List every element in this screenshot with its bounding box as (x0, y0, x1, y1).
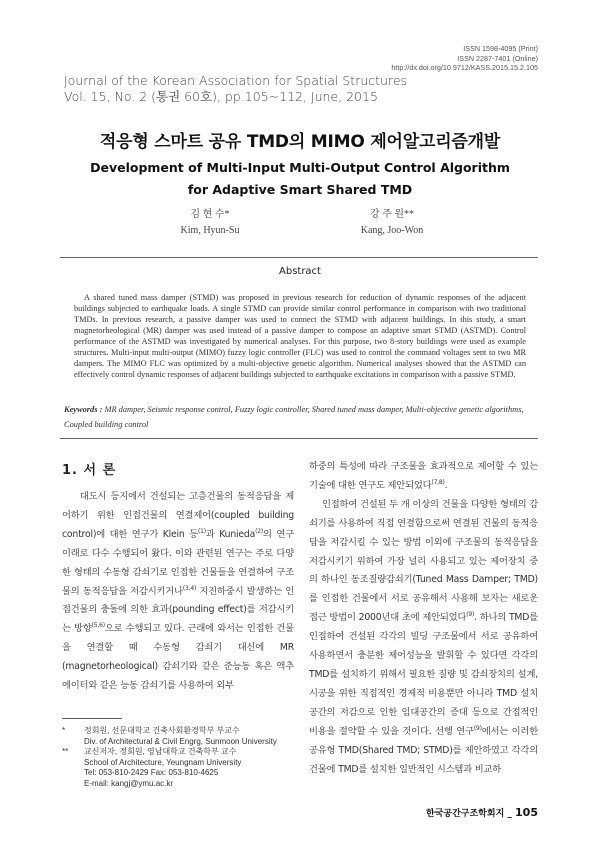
body-text: . (444, 479, 448, 491)
body-text: 에서는 이러한 공유형 TMD(Shared TMD; STMD)를 제안하였고 각각의 건물에 TMD를 설치한 일반적인 시스템과 비교하 (309, 725, 538, 775)
keywords (64, 402, 536, 432)
abstract-top-rule (60, 257, 538, 258)
citation-ref[interactable]: (2) (255, 527, 264, 535)
footnote-rule (62, 718, 122, 719)
title-english-line1: Development of Multi-Input Multi-Output Control Algorithm (90, 160, 510, 175)
body-text: 하중의 특성에 따라 구조물을 효과적으로 제어할 수 있는 기술에 대한 연구도 제안되었다 (309, 461, 538, 491)
footnote-text: School of Architecture, Yeungnam University (84, 757, 242, 767)
citation-ref[interactable]: (7,8) (431, 478, 445, 486)
body-column-right (309, 458, 538, 779)
author-2 (332, 207, 452, 239)
citation-ref[interactable]: (5,6) (91, 622, 105, 630)
issn-online: ISSN 2287-7401 (Online) (457, 53, 538, 63)
journal-info (64, 73, 407, 105)
page-number: 105 (515, 806, 538, 819)
citation-ref[interactable]: (9) (466, 611, 475, 619)
author-1 (150, 207, 270, 239)
body-text: 대도시 등지에서 건설되는 고층건물의 동적응답을 제어하기 위한 인접건물의 연결제어(coupled building control)에 대한 연구가 Klein 등 (62, 491, 294, 540)
footnote-text: 교신저자, 정회원, 영남대학교 건축학부 교수 (84, 747, 237, 757)
keywords-bottom-rule (60, 438, 538, 439)
paragraph (309, 496, 538, 780)
footnote-email[interactable]: E-mail: kangj@ymu.ac.kr (84, 778, 174, 788)
footnote-text: 정회원, 선문대학교 건축사회환경학부 부교수 (84, 726, 240, 735)
page-footer (426, 806, 538, 819)
issn-block (238, 44, 538, 73)
footnote-text: Tel: 053-810-2429 Fax: 053-810-4625 (84, 768, 219, 778)
author-1-english: Kim, Hyun-Su (180, 225, 240, 236)
issn-print: ISSN 1598-4095 (Print) (463, 44, 538, 53)
abstract-heading: Abstract (279, 266, 321, 277)
citation-ref[interactable]: (3,4) (182, 584, 197, 592)
journal-volume: Vol. 15, No. 2 (통권 60호), pp.105~112, June, 2015 (64, 89, 378, 104)
journal-name: Journal of the Korean Association for Spatial Structures (64, 73, 408, 88)
keywords-label: Keywords : (64, 405, 105, 414)
citation-ref[interactable]: (1) (197, 527, 206, 535)
author-2-english: Kang, Joo-Won (360, 225, 424, 236)
body-text: . 하나의 TMD를 인접하여 건설된 각각의 빌딩 구조물에서 서로 공유하여 사용하면서 충분한 제어성능을 발휘할 수 있다면 각각의 TMD를 설치하기 위해서 필요한 질량 및 감쇠장치의 설계, 시공을 위한 직접적인 경제적 비용뿐만 아니라 TMD 설치공간의 저감으로 인한 임대공간의 증대 등으로 간접적인 비용을 절약할 수 있을 것이다. 선행 연구 (309, 612, 538, 737)
body-column-left (62, 488, 294, 696)
footnotes (62, 726, 302, 790)
title-korean: 적응형 스마트 공유 TMD의 MIMO 제어알고리즘개발 (99, 132, 501, 152)
body-text: 과 Kunieda (205, 528, 256, 540)
footnote-mark: * (62, 726, 66, 735)
keywords-text: MR damper, Seismic response control, Fuzzy logic controller, Shared tuned mass damper, Multi-objective genetic algorithms, Coupled building control (64, 405, 524, 429)
doi-link[interactable]: http://dx.doi.org/10.9712/KASS.2015.15.2.105 (391, 63, 538, 73)
body-text: 지진하중시 발생하는 인접건물의 충돌에 의한 효과(pounding effect)를 저감시키는 방향 (62, 585, 294, 635)
footnote-1 (62, 726, 302, 737)
section-heading: 1. 서 론 (62, 463, 117, 478)
citation-ref[interactable]: (9) (473, 724, 482, 732)
title-english-line2: for Adaptive Smart Shared TMD (187, 182, 413, 197)
author-2-korean: 강 주 원** (370, 209, 414, 220)
paragraph (309, 458, 538, 496)
body-text: 으로 수행되고 있다. 근래에 와서는 인접한 건물을 연결할 때 수동형 감쇠기 대신에 MR (magnetorheological) 감쇠기와 같은 준능동 혹은 액추에이터와 같은 능동 감쇠기를 사용하여 외부 (62, 623, 294, 692)
author-1-korean: 김 현 수* (190, 209, 230, 220)
footnote-mark: ** (62, 747, 69, 757)
footnote-text: Div. of Architectural & Civil Engrg, Sunmoon University (84, 736, 277, 746)
abstract-text: A shared tuned mass damper (STMD) was proposed in previous research for reduction of dynamic responses of the adjacent buildings subjected to earthquake loads. A single STMD can provide similar control performance in comparison with two traditional TMDs. In previous research, a passive damper was used to connect the STMD with adjacent buildings. In this study, a smart magnetorheological (MR) damper was used instead of a passive damper to compose an adaptive smart STMD (ASTMD). Control performance of the ASTMD was investigated by numerical analyses. For this purpose, two 8-story buildings were used as example structures. Multi-input multi-output (MIMO) fuzzy logic controller (FLC) was used to control the command voltages sent to two MR dampers. The MIMO FLC was optimized by a multi-objective genetic algorithm. Numerical analyses showed that the ASTMD can effectively control dynamic responses of adjacent buildings subjected to earthquake excitations in comparison with a passive STMD. (74, 293, 526, 379)
footnote-2 (62, 747, 302, 758)
body-text: 인접하여 건설된 두 개 이상의 건물을 다양한 형태의 감쇠기를 사용하여 직접 연결함으로써 연결된 건물의 동적응답을 저감시킬 수 있는 방법 이외에 구조물의 동적응답을 저감시키기 위하여 가장 널리 사용되고 있는 제어장치 중의 하나인 동조질량감쇠기(Tuned Mass Damper; TMD)를 인접한 건물에서 서로 공유해서 사용해 보자는 새로운 접근 방법이 2000년대 초에 제안되었다 (309, 498, 538, 624)
footer-journal: 한국공간구조학회지 _ (426, 809, 516, 819)
body-text: 의 연구 이래로 다수 수행되어 왔다. 이와 관련된 연구는 주로 다양한 형태의 수동형 감쇠기로 인접한 건물들을 연결하여 구조물의 동적응답을 저감시키거나 (62, 528, 294, 597)
